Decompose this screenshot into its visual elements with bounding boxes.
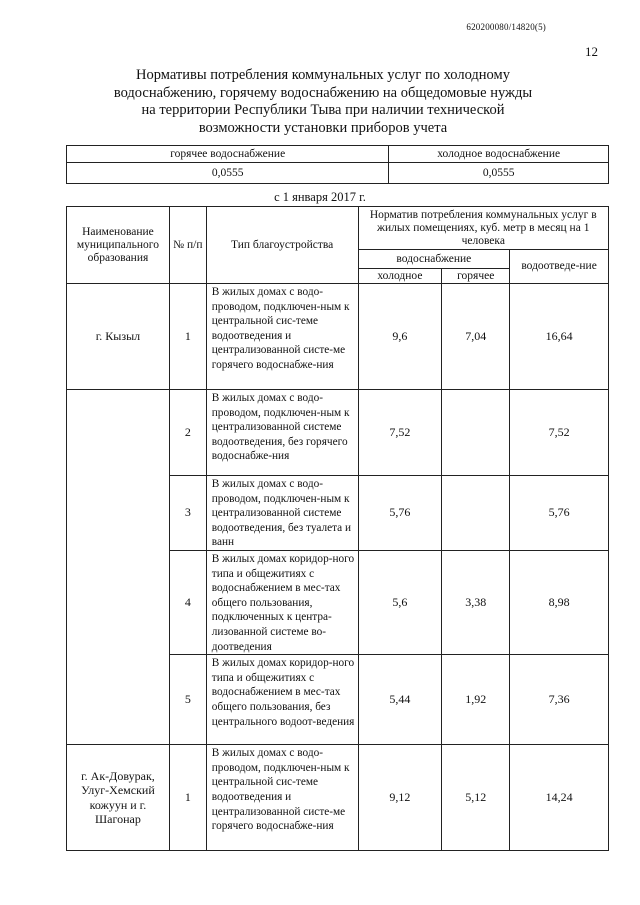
- supply-value-cold: 0,0555: [389, 163, 609, 184]
- municipality-cell: [67, 390, 170, 745]
- header-cold: холодное: [358, 269, 442, 284]
- document-code: 620200080/14820(5): [466, 22, 546, 32]
- header-water-supply: водоснабжение: [358, 250, 510, 269]
- table-row: [67, 284, 609, 390]
- row-number: 1: [169, 745, 206, 851]
- type-cell: В жилых домах коридор-ного типа и общежитиях с водоснабжением в мес-тах общего пользования, подключенных к центра-лизованной системе во-доотведения: [206, 550, 358, 654]
- supply-value-hot: 0,0555: [67, 163, 389, 184]
- row-number: 4: [169, 550, 206, 654]
- cold-value: 5,76: [358, 476, 442, 551]
- header-municipality: Наименование муниципального образования: [67, 207, 170, 284]
- cold-value: 7,52: [358, 390, 442, 476]
- row-number: 2: [169, 390, 206, 476]
- table-row: [67, 390, 609, 476]
- hot-value: 7,04: [442, 284, 510, 390]
- norm-table: [66, 206, 609, 851]
- type-cell: В жилых домах с водо-проводом, подключен-ным к центральной сис-теме водоотведения и централизованной систе-ме горячего водоснабже-ния: [206, 745, 358, 851]
- hot-value: [442, 476, 510, 551]
- row-number: 1: [169, 284, 206, 390]
- type-cell: В жилых домах с водо-проводом, подключен-ным к центральной сис-теме водоотведения и централизованной систе-ме горячего водоснабже-ния: [206, 284, 358, 390]
- row-number: 5: [169, 655, 206, 745]
- header-drainage: водоотведе-ние: [510, 250, 609, 284]
- header-hot: горячее: [442, 269, 510, 284]
- title-line: водоснабжению, горячему водоснабжению на общедомовые нужды: [113, 84, 533, 101]
- drain-value: 7,36: [510, 655, 609, 745]
- type-cell: В жилых домах с водо-проводом, подключен-ным к централизованной системе водоотведения, без горячего водоснабже-ния: [206, 390, 358, 476]
- municipality-cell: г. Ак-Довурак, Улуг-Хемский кожуун и г. Шагонар: [67, 745, 170, 851]
- municipality-cell: г. Кызыл: [67, 284, 170, 390]
- date-caption: с 1 января 2017 г.: [274, 190, 366, 204]
- type-cell: В жилых домах коридор-ного типа и общежитиях с водоснабжением в мес-тах общего пользования, без центрального водоот-ведения: [206, 655, 358, 745]
- page-number: 12: [585, 44, 598, 59]
- title-line: возможности установки приборов учета: [198, 119, 448, 136]
- row-number: 3: [169, 476, 206, 551]
- hot-value: 5,12: [442, 745, 510, 851]
- supply-header-hot: горячее водоснабжение: [67, 146, 389, 163]
- type-cell: В жилых домах с водо-проводом, подключен-ным к централизованной системе водоотведения, без туалета и ванн: [206, 476, 358, 551]
- cold-value: 5,44: [358, 655, 442, 745]
- header-type: Тип благоустройства: [206, 207, 358, 284]
- hot-value: 1,92: [442, 655, 510, 745]
- title-line: на территории Республики Тыва при наличии технической: [141, 102, 505, 118]
- drain-value: 8,98: [510, 550, 609, 654]
- supply-table: [66, 145, 609, 184]
- drain-value: 16,64: [510, 284, 609, 390]
- supply-header-cold: холодное водоснабжение: [389, 146, 609, 163]
- drain-value: 14,24: [510, 745, 609, 851]
- cold-value: 9,12: [358, 745, 442, 851]
- document-title: [90, 67, 556, 137]
- hot-value: 3,38: [442, 550, 510, 654]
- drain-value: 7,52: [510, 390, 609, 476]
- hot-value: [442, 390, 510, 476]
- header-norm: Норматив потребления коммунальных услуг в жилых помещениях, куб. метр в месяц на 1 человека: [358, 207, 609, 250]
- cold-value: 5,6: [358, 550, 442, 654]
- cold-value: 9,6: [358, 284, 442, 390]
- title-line: Нормативы потребления коммунальных услуг по холодному: [136, 67, 510, 83]
- table-row: [67, 745, 609, 851]
- drain-value: 5,76: [510, 476, 609, 551]
- header-number: № п/п: [169, 207, 206, 284]
